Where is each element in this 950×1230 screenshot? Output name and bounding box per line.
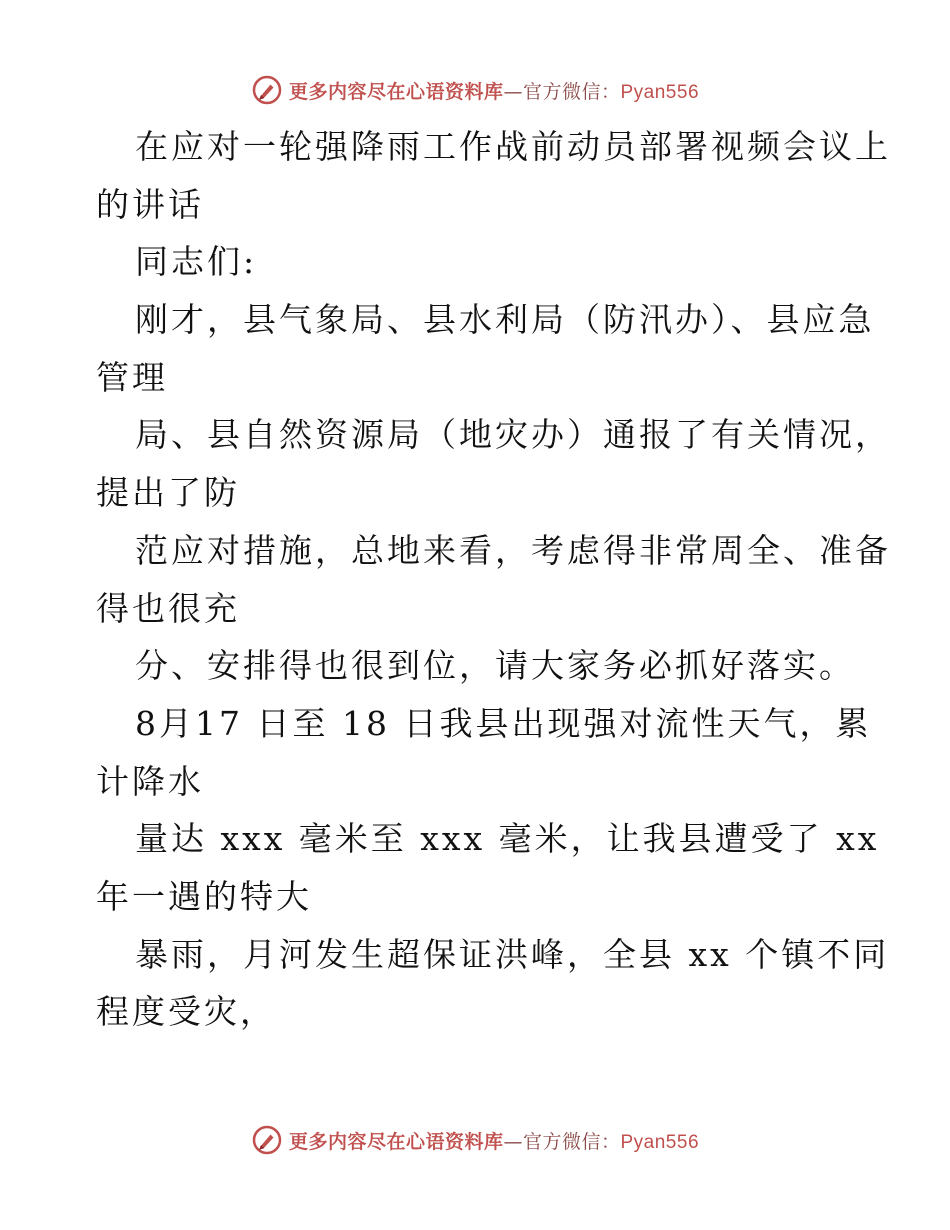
- paragraph-line: 分、安排得也很到位，请大家务必抓好落实。: [135, 646, 855, 686]
- paragraph-line: 计降水: [96, 761, 204, 801]
- paragraph-line: 局、县自然资源局（地灾办）通报了有关情况，: [135, 415, 891, 455]
- paragraph-line: 提出了防: [96, 473, 240, 513]
- footer-wechat-id: Pyan556: [620, 1131, 700, 1153]
- paragraph-line: 范应对措施，总地来看，考虑得非常周全、准备: [135, 530, 891, 570]
- header-wechat-id: Pyan556: [620, 81, 700, 103]
- header-text: [289, 77, 699, 104]
- paragraph-line: 量达 xxx 毫米至 xxx 毫米，让我县遭受了 xx: [135, 819, 880, 859]
- header-site-text: 更多内容尽在心语资料库: [288, 80, 504, 103]
- paragraph-line: 刚才，县气象局、县水利局（防汛办）、县应急: [135, 300, 875, 340]
- salutation: 同志们:: [135, 242, 258, 282]
- paragraph-line: 程度受灾，: [96, 992, 276, 1032]
- footer-dash: —: [503, 1130, 523, 1153]
- title-line-2: 的讲话: [96, 184, 204, 224]
- paragraph-line: 得也很充: [96, 588, 240, 628]
- footer-text: [289, 1127, 699, 1154]
- paragraph-line: 8月17 日至 18 日我县出现强对流性天气，累: [135, 703, 872, 743]
- header-wechat-label: 官方微信：: [522, 80, 621, 103]
- paragraph-line: 暴雨，月河发生超保证洪峰，全县 xx 个镇不同: [135, 934, 890, 974]
- document-body: [96, 118, 891, 1041]
- footer-banner: [0, 1120, 950, 1160]
- title-line-1: 在应对一轮强降雨工作战前动员部署视频会议上: [135, 127, 891, 166]
- pen-logo-icon: [251, 1124, 283, 1156]
- footer-site-text: 更多内容尽在心语资料库: [288, 1130, 504, 1153]
- pen-logo-icon: [251, 74, 283, 106]
- paragraph-line: 年一遇的特大: [96, 876, 312, 916]
- footer-wechat-label: 官方微信：: [522, 1130, 621, 1153]
- header-dash: —: [503, 80, 523, 103]
- header-banner: [0, 70, 950, 110]
- paragraph-line: 管理: [96, 357, 168, 397]
